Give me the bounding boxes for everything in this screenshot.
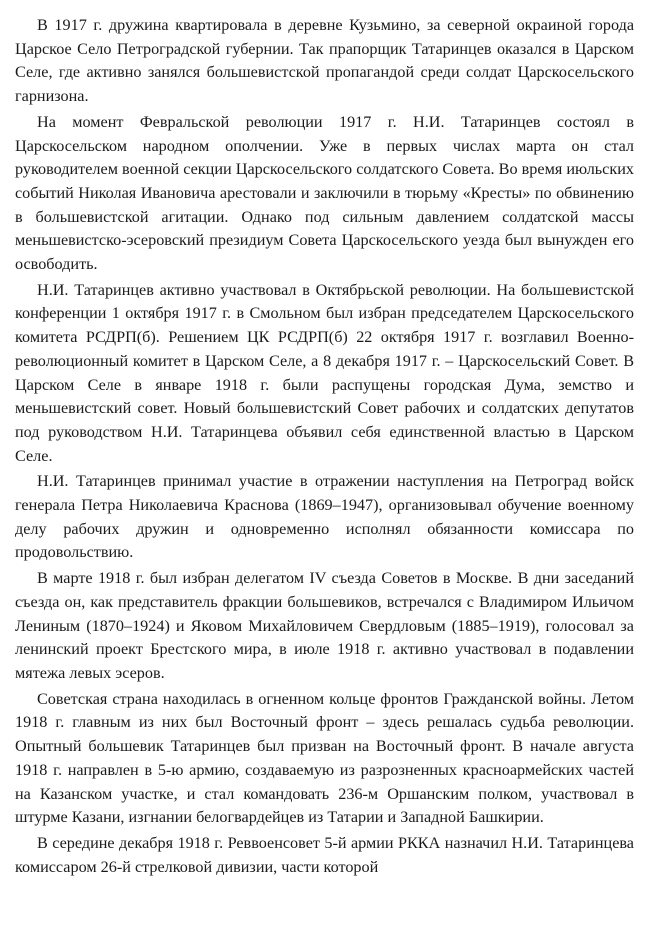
paragraph-1: В 1917 г. дружина квартировала в деревне Кузьмино, за северной окраиной города Царское Село Петроградской губернии. Так прапорщик Татаринцев оказался в Царском Селе, где активно занялся большевистской пропагандой среди солдат Царскосельского гарнизона. — [15, 16, 634, 106]
paragraph-7: В середине декабря 1918 г. Реввоенсовет 5-й армии РККА назначил Н.И. Татаринцева комиссаром 26-й стрелковой дивизии, части которой — [15, 833, 634, 876]
paragraph-5: В марте 1918 г. был избран делегатом IV съезда Советов в Москве. В дни заседаний съезда он, как представитель фракции большевиков, встречался с Владимиром Ильичом Лениным (1870–1924) и Яковом Михайловичем Свердловым (1885–1919), голосовал за ленинский проект Брестского мира, в июле 1918 г. активно участвовал в подавлении мятежа левых эсеров. — [15, 569, 634, 682]
paragraph-3: Н.И. Татаринцев активно участвовал в Октябрьской революции. На большевистской конференции 1 октября 1917 г. в Смольном был избран председателем Царскосельского комитета РСДРП(б). Решением ЦК РСДРП(б) 22 октября 1917 г. возглавил Военно-революционный комитет в Царском Селе, а 8 декабря 1917 г. – Царскосельский Совет. В Царском Селе в январе 1918 г. были распущены городская Дума, земство и меньшевистский совет. Новый большевистский Совет рабочих и солдатских депутатов под руководством Н.И. Татаринцева объявил себя единственной властью в Царском Селе. — [15, 280, 634, 465]
paragraph-4: Н.И. Татаринцев принимал участие в отражении наступления на Петроград войск генерала Петра Николаевича Краснова (1869–1947), организовывал обучение военному делу рабочих дружин и одновременно исполнял обязанности комиссара по продовольствию. — [15, 472, 634, 562]
paragraph-6: Советская страна находилась в огненном кольце фронтов Гражданской войны. Летом 1918 г. главным из них был Восточный фронт – здесь решалась судьба революции. Опытный большевик Татаринцев был призван на Восточный фронт. В начале августа 1918 г. направлен в 5-ю армию, создаваемую из разрозненных красноармейских частей на Казанском участке, и стал командовать 236-м Оршанским полком, участвовал в штурме Казани, изгнании белогвардейцев из Татарии и Западной Башкирии. — [15, 689, 634, 827]
paragraph-2: На момент Февральской революции 1917 г. Н.И. Татаринцев состоял в Царскосельском народном ополчении. Уже в первых числах марта он стал руководителем военной секции Царскосельского солдатского Совета. Во время июльских событий Николая Ивановича арестовали и заключили в тюрьму «Кресты» по обвинению в большевистской агитации. Однако под сильным давлением солдатской массы меньшевистско-эсеровский президиум Совета Царскосельского уезда был вынужден его освободить. — [15, 112, 634, 274]
